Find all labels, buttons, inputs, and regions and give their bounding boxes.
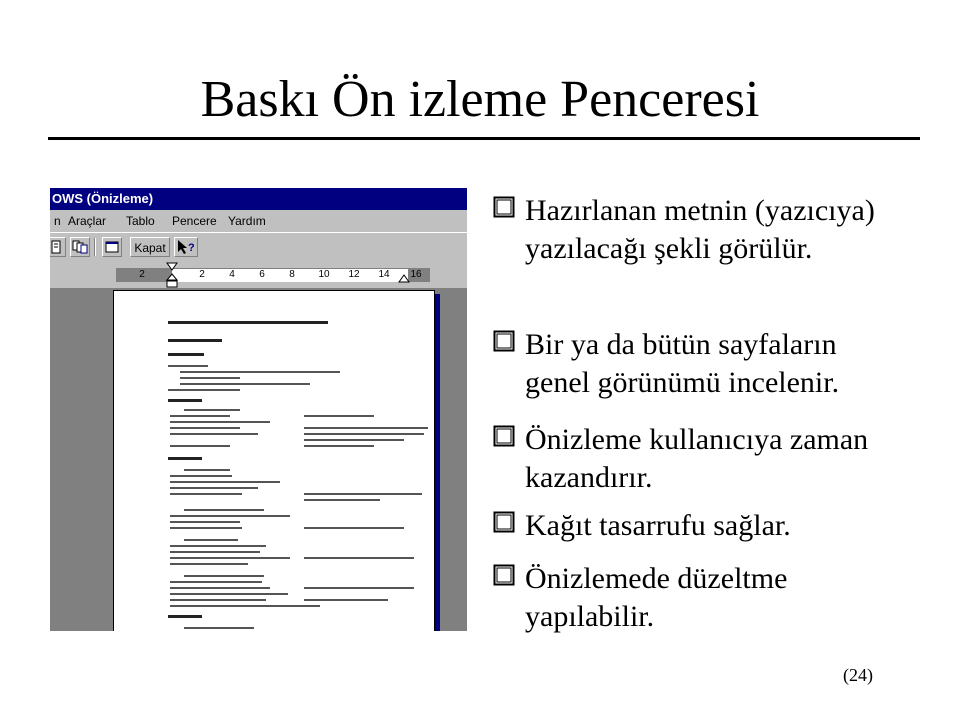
preview-page[interactable] — [113, 290, 435, 631]
horizontal-ruler-bar — [50, 262, 467, 288]
menu-item-table[interactable]: Tablo — [126, 214, 155, 228]
ruler-label: 12 — [348, 269, 360, 280]
ruler-label: 16 — [410, 269, 422, 280]
checkbox-bullet-icon — [493, 196, 515, 218]
title-divider — [48, 137, 920, 140]
ruler-label: 2 — [139, 269, 145, 280]
window-titlebar: OWS (Önizleme) — [50, 188, 467, 210]
full-screen-icon[interactable] — [102, 237, 122, 257]
bullet-3: Önizleme kullanıcıya zaman kazandırır. — [525, 423, 869, 494]
menu-item-tools[interactable]: Araçlar — [68, 214, 107, 228]
preview-toolbar — [50, 232, 467, 262]
bullet-5: Önizlemede düzeltme yapılabilir. — [525, 562, 788, 633]
first-line-indent-marker-icon[interactable] — [166, 262, 178, 288]
svg-text:?: ? — [188, 242, 195, 254]
menu-bar — [50, 210, 467, 232]
menu-item-partial[interactable]: n — [54, 214, 61, 228]
horizontal-ruler[interactable] — [116, 268, 430, 282]
checkbox-bullet-icon — [493, 511, 515, 533]
print-preview-screenshot — [50, 188, 467, 631]
bullet-2: Bir ya da bütün sayfaların genel görünümü incelenir. — [525, 328, 840, 399]
ruler-label: 14 — [378, 269, 390, 280]
right-indent-marker-icon[interactable] — [398, 274, 410, 284]
toolbar-separator — [94, 238, 96, 256]
bullet-1: Hazırlanan metnin (yazıcıya) yazılacağı şekli görülür. — [525, 194, 875, 265]
ruler-label: 6 — [259, 269, 265, 280]
page-number: (24) — [843, 665, 873, 685]
multiple-pages-icon[interactable] — [70, 237, 90, 257]
preview-workspace — [50, 288, 467, 631]
ruler-label: 4 — [229, 269, 235, 280]
page-icon[interactable] — [50, 237, 66, 257]
checkbox-bullet-icon — [493, 564, 515, 586]
checkbox-bullet-icon — [493, 425, 515, 447]
checkbox-bullet-icon — [493, 330, 515, 352]
ruler-label: 10 — [318, 269, 330, 280]
menu-item-help[interactable]: Yardım — [228, 214, 266, 228]
help-pointer-icon[interactable] — [174, 237, 198, 257]
bullet-4: Kağıt tasarrufu sağlar. — [525, 509, 791, 542]
menu-item-window[interactable]: Pencere — [172, 214, 217, 228]
ruler-label: 2 — [199, 269, 205, 280]
close-preview-button[interactable]: Kapat — [130, 237, 170, 257]
slide-title: Baskı Ön izleme Penceresi — [200, 71, 760, 128]
ruler-label: 8 — [289, 269, 295, 280]
